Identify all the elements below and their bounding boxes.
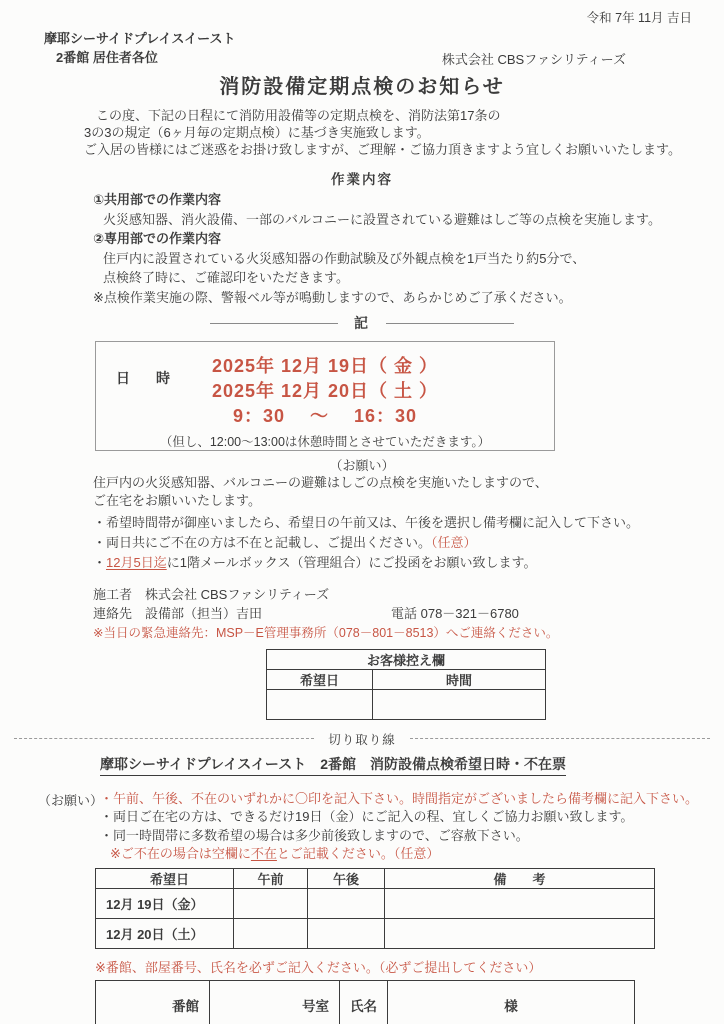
request-bullets: [93, 513, 724, 573]
addressee-residents: 2番館 居住者各位: [56, 49, 158, 65]
request-bullet-3-deadline: 12月5日迄: [106, 554, 167, 570]
slip-row-dec20-pm-cell: [308, 918, 385, 948]
slip-col-date: 希望日: [96, 868, 234, 888]
slip-request-section: [38, 790, 724, 864]
addressee-building: 摩耶シーサイドプレイスイースト: [44, 31, 236, 46]
slip-col-am: 午前: [234, 868, 308, 888]
work-item-2-body-1: 住戸内に設置されている火災感知器の作動試験及び外観点検を1戸当たり約5分で、: [103, 250, 586, 266]
request-heading: （お願い）: [329, 458, 395, 474]
slip-bullet-2: ・両日ご在宅の方は、できるだけ19日（金）にご記入の程、宜しくご協力お願い致します。: [100, 809, 634, 825]
addressee: [44, 30, 236, 68]
work-heading: 作業内容: [331, 172, 393, 188]
document-header: [44, 30, 724, 68]
request-bullet-1: ・希望時間帯が御座いましたら、希望日の午前又は、午後を選択し備考欄に記入して下さい。: [93, 514, 640, 530]
cutline-label: 切り取り線: [328, 732, 396, 747]
slip-bullet-4-absent: 不在: [250, 846, 277, 862]
slip-row-dec19-am-cell: [234, 888, 308, 918]
slip-table: [95, 868, 655, 949]
slip-bullet-4-pre: ※ご不在の場合は空欄に: [110, 846, 251, 862]
request-bullet-3: [93, 553, 724, 573]
request-line-1: 住戸内の火災感知器、バルコニーの避難はしごの点検を実施いたしますので、: [93, 475, 548, 491]
intro-line-2: 3の3の規定（6ヶ月毎の定期点検）に基づき実施致します。: [84, 124, 430, 140]
company-name: 株式会社 CBSファシリティーズ: [441, 51, 626, 67]
intro-line-3: ご入居の皆様にはご迷惑をお掛け致しますが、ご理解・ご協力頂きますよう宜しくお願いいたします。: [84, 142, 681, 157]
schedule-label: 日 時: [116, 370, 176, 387]
work-item-2-body-2: 点検終了時に、ご確認印をいただきます。: [103, 270, 349, 286]
slip-bullet-3: ・同一時間帯に多数希望の場合は多少前後致しますので、ご容赦下さい。: [100, 827, 529, 843]
slip-request-label: （お願い）: [38, 792, 104, 808]
schedule-date-2: 2025年 12月 20日（ 土 ）: [211, 380, 439, 401]
customer-copy-col-time: 時間: [373, 669, 546, 689]
contact-phone: 電話 078－321－6780: [391, 606, 519, 622]
slip-col-remarks: 備 考: [385, 868, 655, 888]
customer-copy-title: お客様控え欄: [267, 649, 546, 669]
slip-row-dec20-remarks-cell: [385, 918, 655, 948]
slip-bullet-4-post: とご記載ください。（任意）: [276, 846, 440, 862]
slip-col-pm: 午後: [308, 868, 385, 888]
entry-cell-room: 号室: [210, 980, 340, 1024]
slip-row-dec20: [96, 918, 655, 948]
schedule-box: [95, 341, 555, 451]
slip-row-dec19-pm-cell: [308, 888, 385, 918]
ki-divider: [0, 313, 724, 333]
slip-bullet-1: ・午前、午後、不在のいずれかに〇印を記入下さい。時間指定がございましたら備考欄に記入下さい。: [100, 790, 699, 806]
contact-block: [93, 585, 724, 643]
intro-paragraph: [84, 107, 724, 158]
schedule-time: 9：30 ～ 16：30: [232, 405, 418, 426]
request-bullet-3-dot: ・: [93, 554, 107, 570]
schedule-date-1: 2025年 12月 19日（ 金 ）: [211, 356, 439, 377]
intro-line-1: この度、下記の日程にて消防用設備等の定期点検を、消防法第17条の: [96, 107, 501, 123]
emergency-contact-note: ※当日の緊急連絡先：MSP－E管理事務所（078－801－8513）へご連絡ください。: [93, 625, 559, 640]
request-bullet-2-text: ・両日共にご不在の方は不在と記載し、ご提出ください。: [93, 534, 432, 550]
request-bullet-2-optional: （任意）: [431, 534, 477, 550]
work-item-1-body: 火災感知器、消火設備、一部のバルコニーに設置されている避難はしご等の点検を実施します。: [103, 211, 661, 227]
entry-cell-name-suffix: 様: [388, 980, 635, 1024]
slip-title: 摩耶シーサイドプレイスイースト 2番館 消防設備点検希望日時・不在票: [100, 754, 566, 776]
slip-row-dec19-label: 12月 19日（金）: [96, 888, 234, 918]
work-item-1-title: ①共用部での作業内容: [93, 192, 222, 208]
request-bullet-2: [93, 533, 724, 553]
work-note: ※点検作業実施の際、警報ベル等が鳴動しますので、あらかじめご了承ください。: [93, 289, 572, 305]
entry-table: [95, 980, 635, 1024]
customer-copy-table: [266, 649, 546, 720]
cut-line: [14, 730, 710, 748]
request-paragraph: [93, 474, 724, 510]
entry-cell-name-label: 氏名: [340, 980, 388, 1024]
page-title: 消防設備定期点検のお知らせ: [219, 75, 505, 98]
request-line-2: ご在宅をお願いいたします。: [93, 493, 261, 509]
work-contents: [93, 190, 724, 307]
cutline-dash-left: [14, 738, 314, 739]
cutline-dash-right: [410, 738, 710, 739]
contact-department: 連絡先 設備部（担当）吉田: [93, 606, 263, 622]
entry-note: ※番館、部屋番号、氏名を必ずご記入ください。（必ずご提出してください）: [95, 959, 542, 975]
work-item-2-title: ②専用部での作業内容: [93, 231, 222, 247]
ki-marker: 記: [354, 315, 370, 332]
customer-copy-time-cell: [373, 689, 546, 719]
slip-row-dec19: [96, 888, 655, 918]
slip-row-dec19-remarks-cell: [385, 888, 655, 918]
slip-bullet-4: [100, 845, 698, 863]
slip-row-dec20-am-cell: [234, 918, 308, 948]
customer-copy-date-cell: [267, 689, 373, 719]
divider-line-right: [386, 323, 514, 324]
issue-date: 令和 7年 11月 吉日: [586, 11, 692, 25]
schedule-note: （但し、12:00～13:00は休憩時間とさせていただきます。）: [159, 434, 491, 449]
slip-row-dec20-label: 12月 20日（土）: [96, 918, 234, 948]
contractor-line: 施工者 株式会社 CBSファシリティーズ: [93, 586, 330, 602]
divider-line-left: [210, 323, 338, 324]
request-bullet-3-text: に1階メールボックス（管理組合）にご投函をお願い致します。: [166, 554, 537, 570]
customer-copy-col-date: 希望日: [267, 669, 373, 689]
entry-cell-building: 番館: [96, 980, 210, 1024]
